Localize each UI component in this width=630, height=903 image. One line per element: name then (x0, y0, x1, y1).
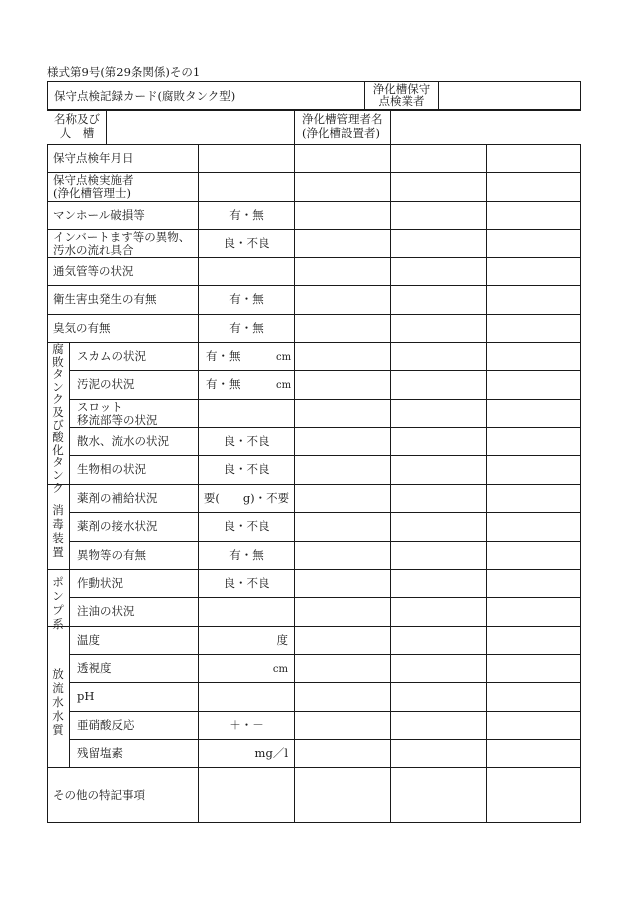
sludge-option[interactable]: 有・無 (206, 377, 241, 391)
manager-value[interactable] (391, 111, 580, 143)
scum-unit: cm (276, 352, 292, 363)
scum-option[interactable]: 有・無 (206, 349, 241, 363)
other-notes-label: その他の特記事項 (53, 788, 145, 802)
invert-option[interactable]: 良・不良 (223, 236, 270, 250)
name-label: 名称及び (54, 112, 100, 126)
form-number: 様式第9号(第29条関係)その1 (47, 65, 201, 79)
nitrite-option[interactable]: ＋・－ (229, 718, 264, 732)
manager-label: 浄化槽管理者名 (302, 112, 383, 126)
nitrite-label: 亜硝酸反応 (77, 718, 135, 732)
operation-label: 作動状況 (77, 576, 123, 590)
supply-option[interactable]: 要( g)・不要 (203, 491, 290, 505)
chlorine-label: 残留塩素 (77, 746, 123, 760)
inspection-date-label: 保守点検年月日 (53, 151, 134, 165)
odor-option[interactable]: 有・無 (229, 321, 264, 335)
foreign-label: 異物等の有無 (77, 548, 146, 562)
sludge-label: 汚泥の状況 (77, 377, 135, 391)
slot-label-2: 移流部等の状況 (77, 413, 158, 427)
septic-group-label: 腐敗タンク及び酸化タンク (52, 342, 64, 495)
card-title: 保守点検記録カード(腐敗タンク型) (54, 89, 236, 103)
sprinkle-label: 散水、流水の状況 (77, 434, 169, 448)
invert-label-2: 汚水の流れ具合 (53, 243, 134, 257)
operator-label: 浄化槽保守 (372, 82, 431, 96)
foreign-option[interactable]: 有・無 (229, 548, 264, 562)
transparency-label: 透視度 (77, 661, 112, 675)
operation-option[interactable]: 良・不良 (223, 576, 270, 590)
manager-label-2: (浄化槽設置者) (302, 126, 380, 140)
sludge-unit: cm (276, 380, 292, 391)
biota-option[interactable]: 良・不良 (223, 462, 270, 476)
manhole-option[interactable]: 有・無 (229, 208, 264, 222)
transparency-unit: cm (272, 664, 288, 675)
pests-option[interactable]: 有・無 (229, 292, 264, 306)
operator-label-2: 点検業者 (378, 94, 425, 108)
disinfection-group-label: 消毒装置 (52, 503, 64, 559)
temperature-label: 温度 (77, 633, 100, 647)
oiling-label: 注油の状況 (77, 604, 135, 618)
slot-label: スロット (77, 400, 123, 414)
contact-option[interactable]: 良・不良 (223, 519, 270, 533)
odor-label: 臭気の有無 (53, 321, 111, 335)
inspector-label-2: (浄化槽管理士) (53, 186, 131, 200)
chlorine-unit: mg／l (254, 746, 288, 760)
supply-label: 薬剤の補給状況 (77, 491, 158, 505)
contact-label: 薬剤の接水状況 (77, 519, 158, 533)
effluent-group-label: 放流水水質 (52, 667, 64, 737)
name-value[interactable] (107, 111, 293, 143)
temperature-unit: 度 (276, 633, 288, 647)
invert-label: インバートます等の異物、 (53, 230, 191, 244)
inspector-label: 保守点検実施者 (53, 173, 134, 187)
pests-label: 衛生害虫発生の有無 (53, 292, 157, 306)
ph-label: pH (77, 689, 95, 703)
ventilation-label: 通気管等の状況 (53, 264, 134, 278)
sprinkle-option[interactable]: 良・不良 (223, 434, 270, 448)
biota-label: 生物相の状況 (77, 462, 146, 476)
scum-label: スカムの状況 (77, 349, 146, 363)
pump-group-label: ポンプ系 (52, 575, 64, 631)
name-label-2: 人 槽 (59, 126, 95, 140)
manhole-label: マンホール破損等 (53, 208, 145, 222)
operator-value[interactable] (439, 82, 580, 109)
